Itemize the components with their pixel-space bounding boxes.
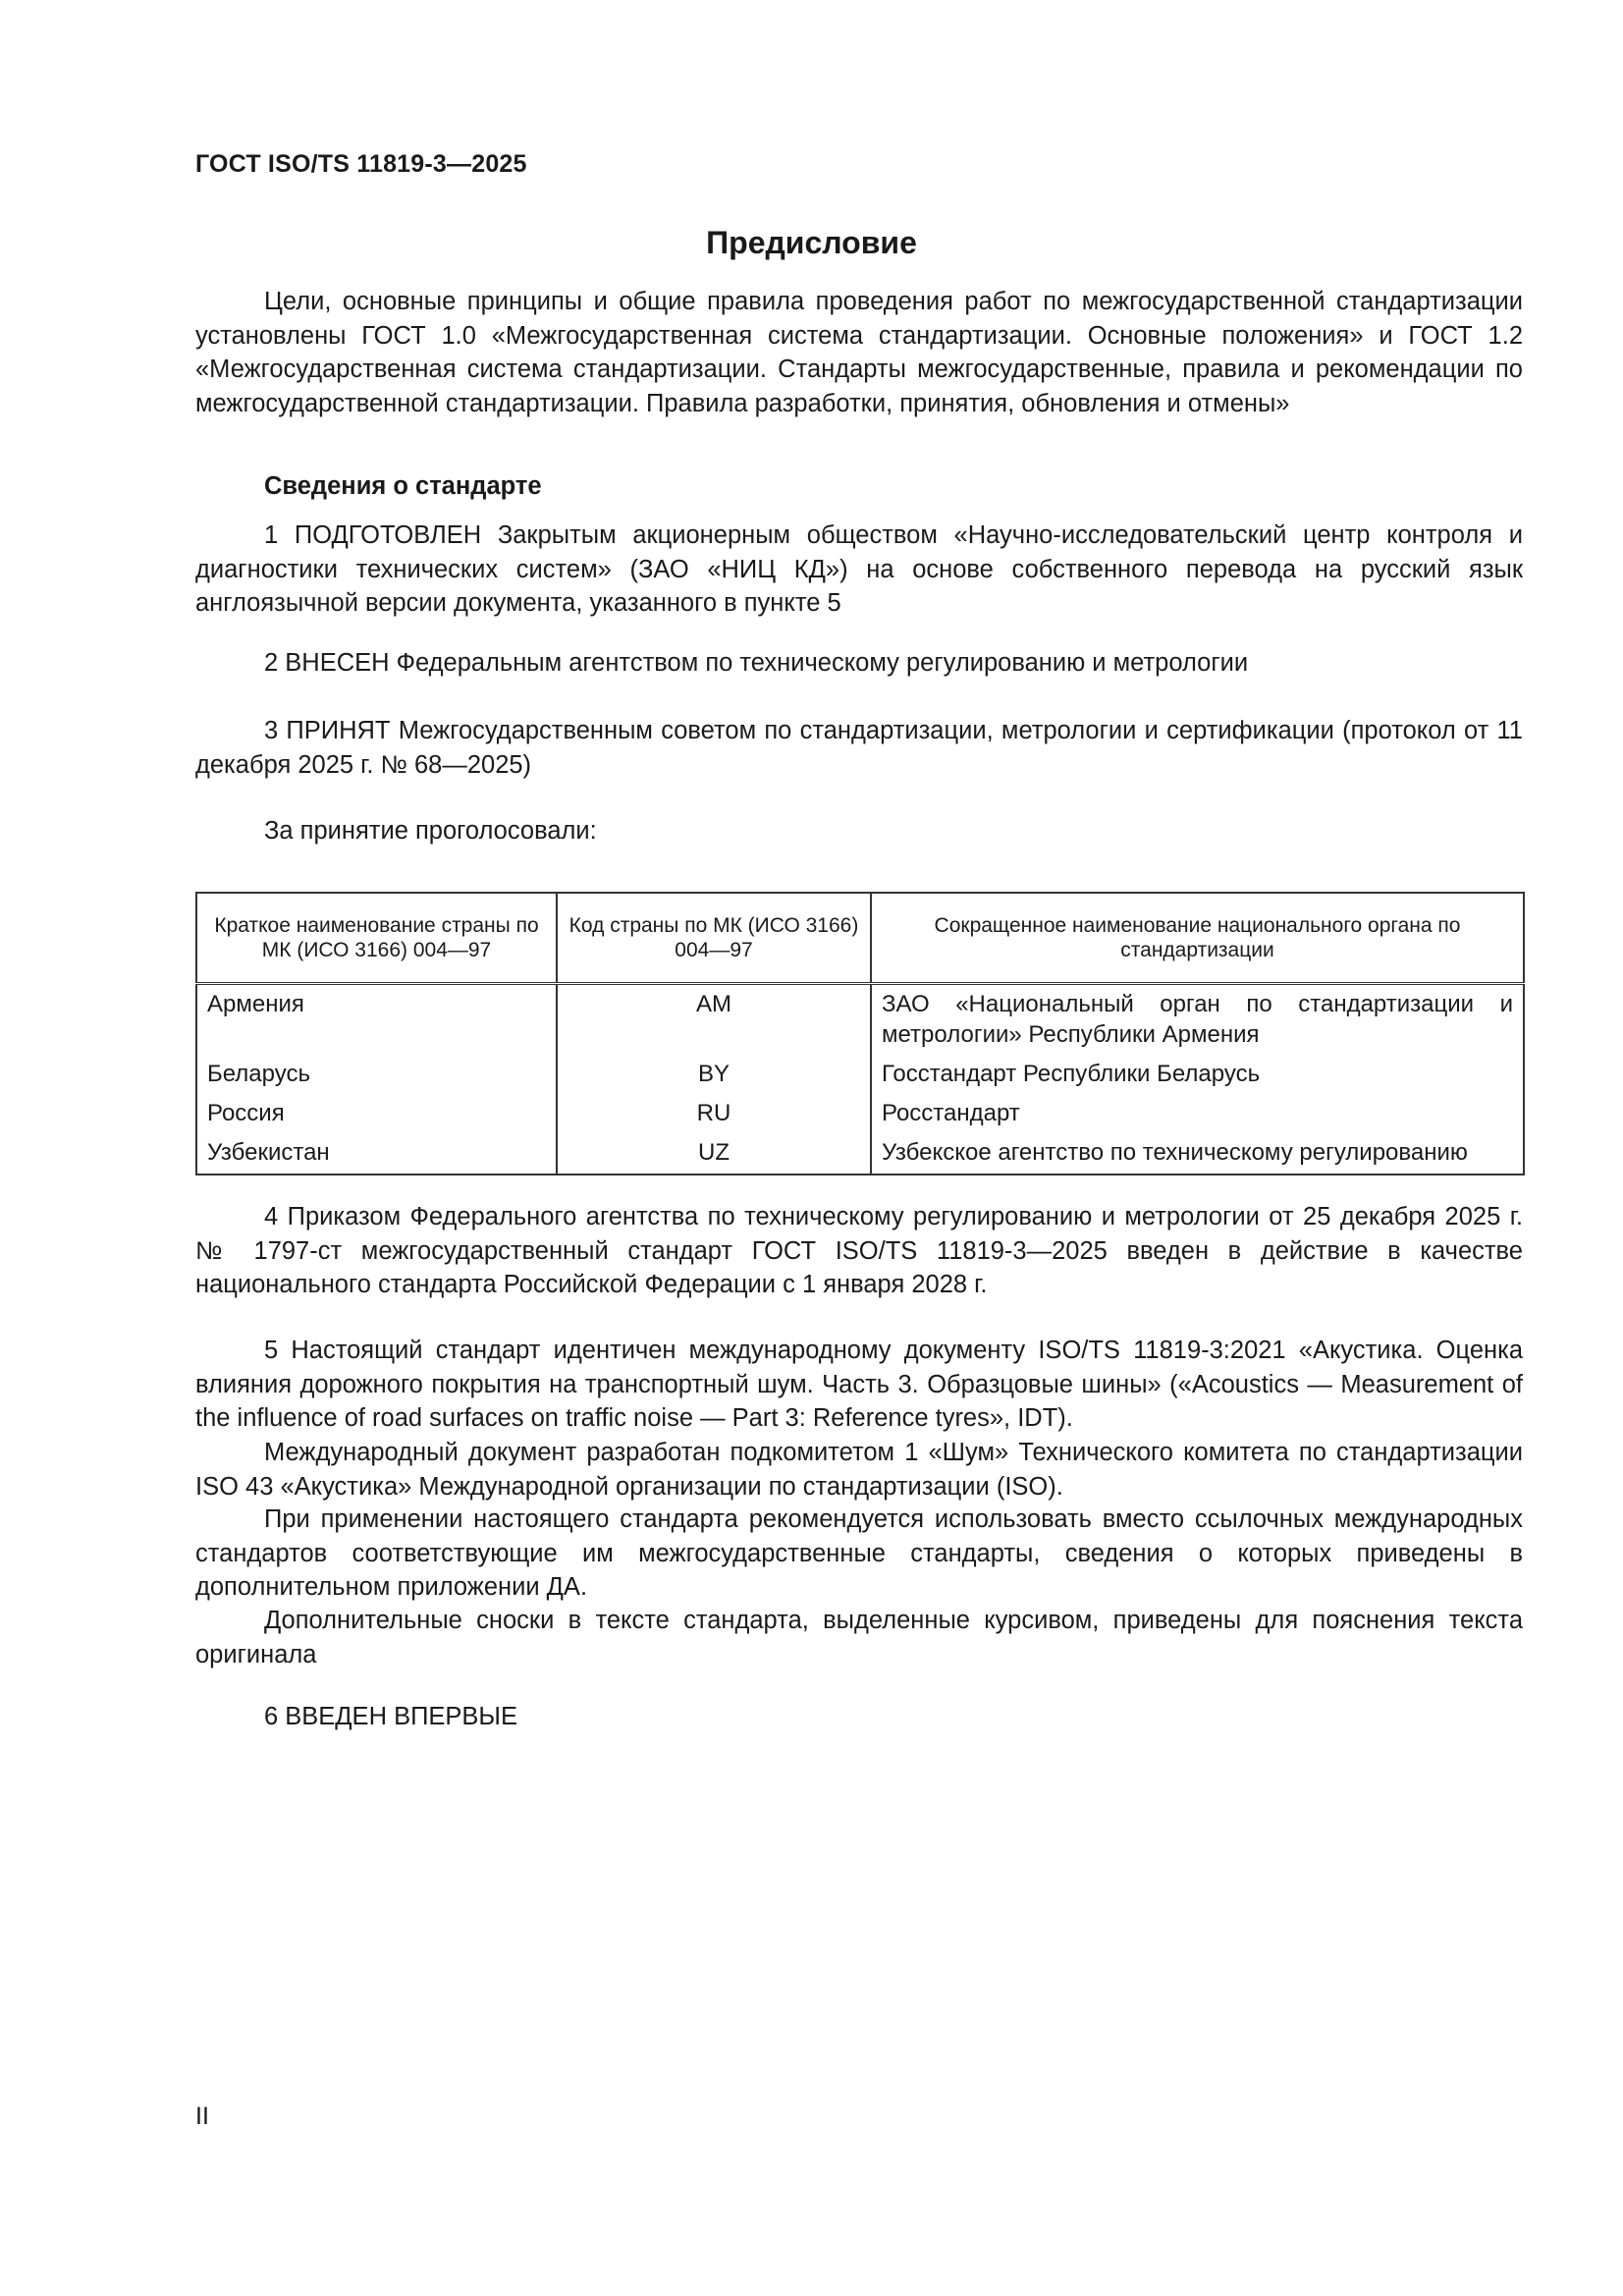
document-header: ГОСТ ISO/TS 11819-3—2025 [195, 150, 527, 178]
country-code: BY [557, 1055, 871, 1094]
country-name: Россия [196, 1094, 557, 1133]
table-header-country: Краткое наименование страны по МК (ИСО 3166) 004—97 [196, 893, 557, 984]
item-5-paragraph-2: Международный документ разработан подкомитетом 1 «Шум» Технического комитета по стандартизации ISO 43 «Акустика» Международной организации по стандартизации (ISO). [195, 1439, 1523, 1501]
table-header-code: Код страны по МК (ИСО 3166) 004—97 [557, 893, 871, 984]
country-name: Узбекистан [196, 1133, 557, 1175]
item-2-paragraph: 2 ВНЕСЕН Федеральным агентством по техническому регулированию и метрологии [264, 649, 1249, 677]
table-row [196, 984, 1524, 1056]
table-header-row [196, 893, 1524, 984]
table-row [196, 1133, 1524, 1175]
standards-body: Росстандарт [871, 1094, 1524, 1133]
country-code: UZ [557, 1133, 871, 1175]
page-title: Предисловие [706, 225, 917, 260]
voted-label: За принятие проголосовали: [264, 817, 597, 845]
table-row [196, 1055, 1524, 1094]
table-row [196, 1094, 1524, 1133]
country-code: RU [557, 1094, 871, 1133]
item-6-paragraph: 6 ВВЕДЕН ВПЕРВЫЕ [264, 1703, 518, 1730]
standards-body: Узбекское агентство по техническому регулированию [871, 1133, 1524, 1175]
country-code: AM [557, 984, 871, 1056]
item-1-paragraph: 1 ПОДГОТОВЛЕН Закрытым акционерным обществом «Научно-исследовательский центр контроля и диагностики технических систем» (ЗАО «НИЦ КД») на основе собственного перевода на русский язык англоязычной версии документа, указанного в пункте 5 [195, 521, 1523, 617]
item-5-paragraph-4: Дополнительные сноски в тексте стандарта, выделенные курсивом, приведены для пояснения текста оригинала [195, 1607, 1523, 1668]
standard-info-heading: Сведения о стандарте [264, 472, 542, 500]
voting-countries-table [195, 892, 1525, 1175]
intro-paragraph: Цели, основные принципы и общие правила проведения работ по межгосударственной стандартизации установлены ГОСТ 1.0 «Межгосударственная система стандартизации. Основные положения» и ГОСТ 1.2 «Межгосударственная система стандартизации. Стандарты межгосударственные, правила и рекомендации по межгосударственной стандартизации. Правила разработки, принятия, обновления и отмены» [195, 288, 1523, 417]
item-3-paragraph: 3 ПРИНЯТ Межгосударственным советом по стандартизации, метрологии и сертификации (протокол от 11 декабря 2025 г. № 68—2025) [195, 717, 1523, 779]
page-number: II [195, 2103, 209, 2130]
item-4-paragraph: 4 Приказом Федерального агентства по техническому регулированию и метрологии от 25 декабря 2025 г. № 1797-ст межгосударственный стандарт ГОСТ ISO/TS 11819-3—2025 введен в действие в качестве национального стандарта Российской Федерации с 1 января 2028 г. [195, 1203, 1523, 1298]
country-name: Беларусь [196, 1055, 557, 1094]
table-header-organization: Сокращенное наименование национального органа по стандартизации [871, 893, 1524, 984]
country-name: Армения [196, 984, 557, 1056]
standards-body: ЗАО «Национальный орган по стандартизации и метрологии» Республики Армения [871, 984, 1524, 1056]
item-5-paragraph: 5 Настоящий стандарт идентичен международному документу ISO/TS 11819-3:2021 «Акустика. Оценка влияния дорожного покрытия на транспортный шум. Часть 3. Образцовые шины» («Acoustics — Measurement of the influence of road surfaces on traffic noise — Part 3: Reference tyres», IDT). [195, 1337, 1523, 1432]
item-5-paragraph-3: При применении настоящего стандарта рекомендуется использовать вместо ссылочных международных стандартов соответствующие им межгосударственные стандарты, сведения о которых приведены в дополнительном приложении ДА. [195, 1505, 1523, 1601]
standards-body: Госстандарт Республики Беларусь [871, 1055, 1524, 1094]
